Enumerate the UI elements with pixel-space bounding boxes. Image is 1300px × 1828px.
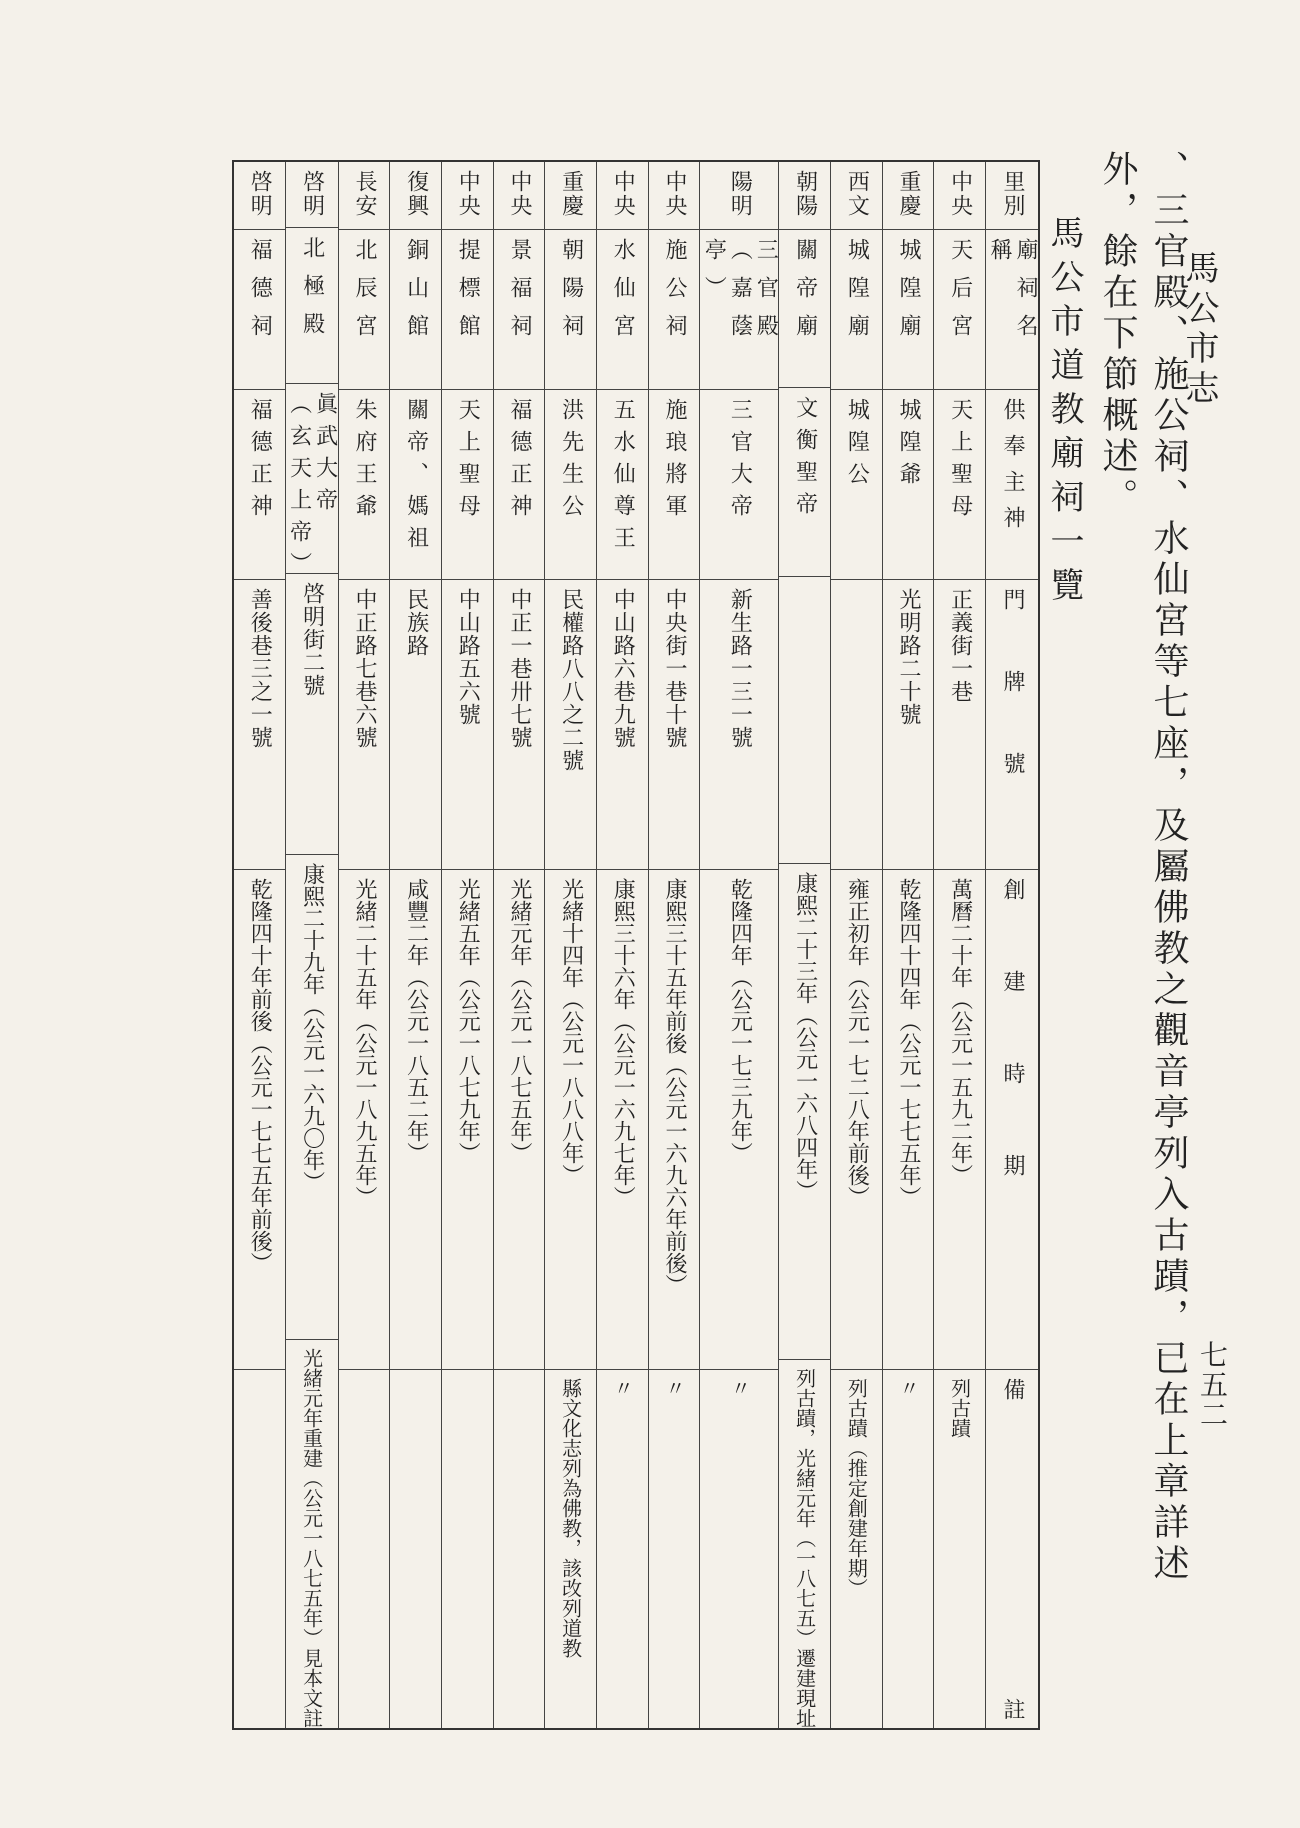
cell-note-text: 縣文化志列為佛教，該改列道教: [558, 1378, 583, 1658]
cell-date: [831, 870, 882, 1370]
header-cell-note: [986, 1370, 1038, 1728]
table-row: [699, 162, 778, 1728]
header-name: 廟祠名稱: [987, 238, 1038, 352]
cell-name: [339, 230, 390, 390]
cell-li-text: 中央: [506, 170, 532, 218]
cell-name-text: 福德祠: [247, 238, 273, 352]
cell-note-text: 〃: [661, 1378, 686, 1398]
cell-name: [545, 230, 596, 390]
cell-god-text: 三官大帝: [727, 398, 753, 526]
cell-god-text: 天上聖母: [455, 398, 481, 526]
cell-god-text: 施琅將軍: [661, 398, 687, 526]
cell-date-text: 萬曆二十年（公元一五九二年）: [947, 878, 973, 1186]
cell-li-text: 復興: [403, 170, 429, 218]
cell-address-text: 民權路八八之二號: [558, 588, 584, 772]
cell-note: [234, 1370, 285, 1728]
cell-note: [700, 1370, 778, 1728]
cell-god-text: 福德正神: [506, 398, 532, 526]
cell-address-text: 中正路七巷六號: [351, 588, 377, 749]
cell-date-text: 咸豐二年（公元一八五二年）: [403, 878, 429, 1164]
cell-date: [390, 870, 441, 1370]
cell-god: [934, 390, 985, 580]
table-row: [234, 162, 285, 1728]
cell-note-text: 光緒元年重建（公元一八七五年）見本文註: [299, 1348, 324, 1729]
cell-name-text: 城隍廟: [895, 238, 921, 352]
cell-god-text: 文衡聖帝: [792, 396, 818, 525]
cell-name: [700, 230, 778, 390]
cell-god: [390, 390, 441, 580]
cell-name: [597, 230, 648, 390]
cell-name-text: 景福祠: [506, 238, 532, 352]
cell-li-text: 啓明: [247, 170, 273, 218]
cell-address: [286, 574, 338, 855]
header-cell-name: [986, 230, 1038, 390]
cell-god: [545, 390, 596, 580]
cell-note: [339, 1370, 390, 1728]
cell-address: [234, 580, 285, 870]
cell-address-text: 正義街一巷: [947, 588, 973, 703]
cell-name-text: 北極殿: [299, 236, 325, 351]
header-note-bottom: 註: [1000, 1698, 1025, 1720]
table-header: [985, 162, 1038, 1728]
cell-name: [883, 230, 934, 390]
table-row: [778, 162, 830, 1728]
cell-date: [545, 870, 596, 1370]
cell-note: [545, 1370, 596, 1728]
cell-li: [234, 162, 285, 230]
table-row: [648, 162, 700, 1728]
cell-li-text: 中央: [455, 170, 481, 218]
cell-date: [339, 870, 390, 1370]
page-number: 七五二: [1196, 1340, 1229, 1430]
cell-name: [234, 230, 285, 390]
cell-note: [494, 1370, 545, 1728]
cell-li-text: 重慶: [558, 170, 584, 218]
table-row: [493, 162, 545, 1728]
header-date: 創建時期: [1000, 878, 1025, 1246]
cell-note: [883, 1370, 934, 1728]
cell-address-text: 中山路六巷九號: [610, 588, 636, 749]
cell-date-text: 光緒二十五年（公元一八九五年）: [351, 878, 377, 1208]
cell-name-text: 關帝廟: [792, 237, 818, 352]
cell-name: [494, 230, 545, 390]
cell-god-text: 天上聖母: [947, 398, 973, 526]
cell-name: [286, 228, 338, 383]
cell-li: [700, 162, 778, 230]
cell-god: [234, 390, 285, 580]
cell-li: [494, 162, 545, 230]
cell-address-text: 中正一巷卅七號: [506, 588, 532, 749]
table-row: [933, 162, 985, 1728]
cell-date-text: 乾隆四十年前後（公元一七七五年前後）: [247, 878, 273, 1274]
cell-god-text: 福德正神: [247, 398, 273, 526]
cell-li-text: 西文: [844, 170, 870, 218]
cell-li: [831, 162, 882, 230]
cell-name-text: 朝陽祠: [558, 238, 584, 352]
cell-li-text: 中央: [610, 170, 636, 218]
cell-name-text: 水仙宮: [610, 238, 636, 352]
cell-li: [934, 162, 985, 230]
cell-address-text: 中山路五六號: [455, 588, 481, 726]
table-row: [830, 162, 882, 1728]
header-address: 門牌號: [1000, 588, 1025, 834]
cell-note-text: 〃: [610, 1378, 635, 1398]
cell-god: [442, 390, 493, 580]
cell-date-text: 光緒五年（公元一八七九年）: [455, 878, 481, 1164]
header-li: 里別: [1000, 170, 1025, 218]
cell-date-text: 康熙三十六年（公元一六九七年）: [610, 878, 636, 1208]
cell-date: [286, 855, 338, 1340]
cell-address-text: 光明路二十號: [895, 588, 921, 726]
header-god: 供奉主神: [1000, 398, 1025, 542]
cell-li: [779, 162, 830, 230]
cell-god: [831, 390, 882, 580]
header-cell-date: [986, 870, 1038, 1370]
cell-date-text: 光緒元年（公元一八七五年）: [506, 878, 532, 1164]
cell-god: [649, 390, 700, 580]
cell-god-text: 五水仙尊王: [610, 398, 636, 558]
cell-date: [779, 864, 830, 1360]
cell-note: [442, 1370, 493, 1728]
cell-address: [545, 580, 596, 870]
cell-li: [883, 162, 934, 230]
intro-paragraph: 、三官殿、施公祠、水仙宮等七座，及屬佛教之觀音亭列入古蹟，已在上章詳述外，餘在下節概述。: [1097, 150, 1189, 1585]
cell-god: [286, 384, 338, 584]
cell-address: [883, 580, 934, 870]
cell-name-text: 提標館: [455, 238, 481, 352]
cell-date-text: 康熙二十九年（公元一六九〇年）: [299, 863, 325, 1194]
cell-date-text: 乾隆四年（公元一七三九年）: [727, 878, 753, 1164]
table-row: [544, 162, 596, 1728]
cell-note: [597, 1370, 648, 1728]
cell-address-text: 啓明街二號: [299, 581, 325, 697]
cell-address: [339, 580, 390, 870]
cell-address-text: 民族路: [403, 588, 429, 657]
cell-god-text: 眞武大帝（玄天上帝）: [286, 391, 338, 584]
table-row: [338, 162, 390, 1728]
cell-address: [442, 580, 493, 870]
cell-god-text: 洪先生公: [558, 398, 584, 526]
cell-date: [494, 870, 545, 1370]
cell-name-text: 施公祠: [661, 238, 687, 352]
cell-god: [494, 390, 545, 580]
cell-li-text: 啓明: [299, 170, 325, 218]
cell-li-text: 長安: [351, 170, 377, 218]
cell-god: [597, 390, 648, 580]
cell-address: [700, 580, 778, 870]
cell-note-text: 列古蹟，光緒元年（一八七五）遷建現址: [792, 1368, 817, 1728]
cell-li: [597, 162, 648, 230]
cell-note-text: 列古蹟（推定創建年期）: [844, 1378, 869, 1598]
cell-name: [390, 230, 441, 390]
cell-date: [442, 870, 493, 1370]
cell-li-text: 陽明: [727, 170, 753, 218]
cell-address-text: 善後巷三之一號: [247, 588, 273, 749]
cell-name: [779, 230, 830, 389]
cell-name-text: 城隍廟: [844, 238, 870, 352]
cell-note: [390, 1370, 441, 1728]
cell-date: [934, 870, 985, 1370]
cell-address: [494, 580, 545, 870]
cell-date-text: 光緒十四年（公元一八八八年）: [558, 878, 584, 1186]
table-row: [285, 162, 338, 1728]
cell-note: [779, 1360, 830, 1728]
cell-name-text: 北辰宮: [351, 238, 377, 352]
cell-date-text: 康熙二十三年（公元一六八四年）: [792, 872, 818, 1203]
cell-note-text: 列古蹟: [947, 1378, 972, 1438]
header-cell-li: [986, 162, 1038, 230]
cell-name: [649, 230, 700, 390]
cell-note: [286, 1340, 338, 1728]
cell-date-text: 康熙三十五年前後（公元一六九六年前後）: [661, 878, 687, 1296]
cell-god-text: 關帝、媽祖: [403, 398, 429, 558]
cell-name-text: 銅山館: [403, 238, 429, 352]
running-title: 馬公市志: [1179, 250, 1219, 410]
cell-date-text: 乾隆四十四年（公元一七七五年）: [895, 878, 921, 1208]
cell-li-text: 重慶: [895, 170, 921, 218]
cell-address: [390, 580, 441, 870]
table-row: [389, 162, 441, 1728]
header-cell-address: [986, 580, 1038, 870]
cell-date-text: 雍正初年（公元一七二八年前後）: [844, 878, 870, 1208]
cell-note: [649, 1370, 700, 1728]
cell-date: [649, 870, 700, 1370]
cell-address: [934, 580, 985, 870]
cell-date: [234, 870, 285, 1370]
cell-li: [545, 162, 596, 230]
table-row: [596, 162, 648, 1728]
cell-name-text: 天后宮: [947, 238, 973, 352]
table-row: [882, 162, 934, 1728]
cell-address: [779, 577, 830, 865]
cell-name-text: 三官殿（嘉蔭亭）: [701, 238, 779, 352]
cell-address-text: 中央街一巷十號: [661, 588, 687, 749]
cell-god: [883, 390, 934, 580]
temple-table: [232, 160, 1040, 1730]
cell-note-text: 〃: [727, 1378, 752, 1398]
cell-god: [339, 390, 390, 580]
table-title: 馬公市道教廟祠一覽: [1044, 215, 1084, 611]
cell-name: [442, 230, 493, 390]
cell-li-text: 朝陽: [792, 170, 818, 218]
cell-name: [831, 230, 882, 390]
cell-address-text: 新生路一三一號: [727, 588, 753, 749]
cell-address: [649, 580, 700, 870]
cell-li: [390, 162, 441, 230]
cell-date: [597, 870, 648, 1370]
cell-address: [597, 580, 648, 870]
cell-note: [934, 1370, 985, 1728]
cell-god-text: 城隍爺: [895, 398, 921, 494]
cell-li: [286, 162, 338, 228]
cell-date: [700, 870, 778, 1370]
table-row: [441, 162, 493, 1728]
cell-address: [831, 580, 882, 870]
cell-li: [442, 162, 493, 230]
cell-date: [883, 870, 934, 1370]
cell-god-text: 城隍公: [844, 398, 870, 494]
cell-name: [934, 230, 985, 390]
cell-li: [339, 162, 390, 230]
cell-li: [649, 162, 700, 230]
cell-li-text: 中央: [947, 170, 973, 218]
cell-god-text: 朱府王爺: [351, 398, 377, 526]
header-note-top: 備: [1000, 1378, 1025, 1400]
cell-li-text: 中央: [661, 170, 687, 218]
cell-god: [700, 390, 778, 580]
cell-god: [779, 388, 830, 576]
cell-note-text: 〃: [895, 1378, 920, 1398]
cell-note: [831, 1370, 882, 1728]
header-cell-god: [986, 390, 1038, 580]
